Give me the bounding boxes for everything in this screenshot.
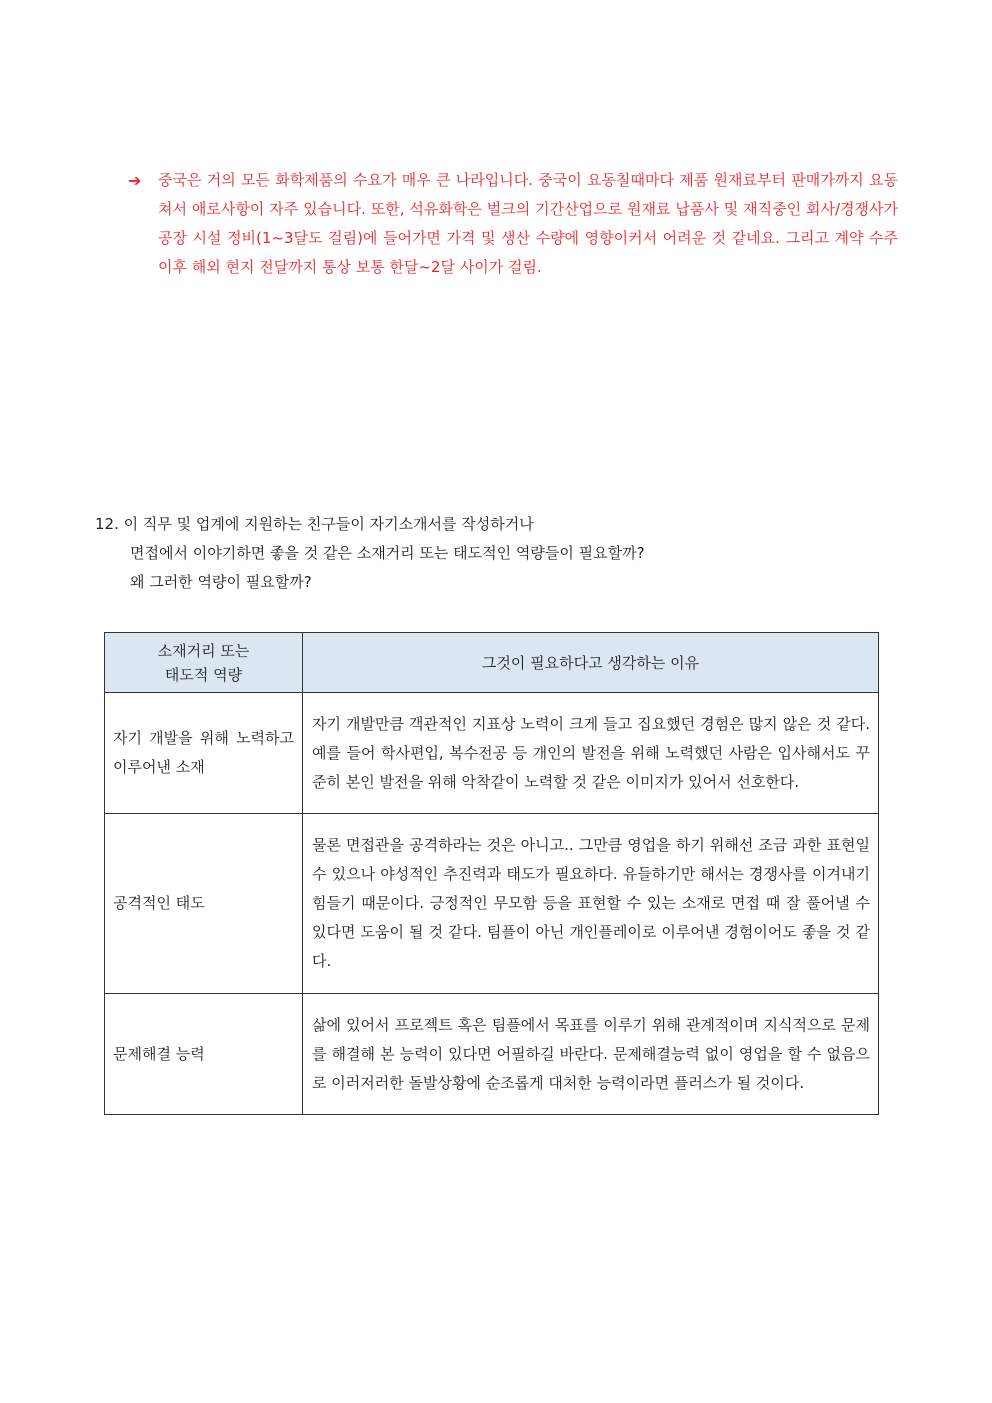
competency-label: 자기 개발을 위해 노력하고 이루어낸 소재 (105, 693, 303, 814)
competency-table (104, 632, 879, 1115)
header-competency-line-1: 소재거리 또는 (157, 641, 250, 660)
competency-label: 공격적인 태도 (105, 814, 303, 994)
table-row (105, 693, 879, 814)
question-line-2: 면접에서 이야기하면 좋을 것 같은 소재거리 또는 태도적인 역량들이 필요할까? (130, 544, 645, 562)
question-line-3: 왜 그러한 역량이 필요할까? (130, 573, 312, 591)
question-block (95, 510, 875, 597)
arrow-right-icon: ➔ (128, 171, 142, 190)
competency-reason: 자기 개발만큼 객관적인 지표상 노력이 크게 들고 집요했던 경험은 많지 않은 것 같다. 예를 들어 학사편입, 복수전공 등 개인의 발전을 위해 노력했던 사람은 입사해서도 꾸준히 본인 발전을 위해 악착같이 노력할 것 같은 이미지가 있어서 선호한다. (303, 693, 879, 814)
competency-label: 문제해결 능력 (105, 994, 303, 1115)
competency-reason: 물론 면접관을 공격하라는 것은 아니고.. 그만큼 영업을 하기 위해선 조금 과한 표현일 수 있으나 야성적인 추진력과 태도가 필요하다. 유들하기만 해서는 경쟁사를 이겨내기 힘들기 때문이다. 긍정적인 무모함 등을 표현할 수 있는 소재로 면접 때 잘 풀어낼 수 있다면 도움이 될 것 같다. 팀플이 아닌 개인플레이로 이루어낸 경험이어도 좋을 것 같다. (303, 814, 879, 994)
answer-block (128, 166, 898, 282)
header-competency-line-2: 태도적 역량 (164, 665, 243, 684)
question-line-1: 12. 이 직무 및 업계에 지원하는 친구들이 자기소개서를 작성하거나 (95, 515, 534, 533)
table-header-row (105, 633, 879, 693)
table-row (105, 994, 879, 1115)
competency-reason: 삶에 있어서 프로젝트 혹은 팀플에서 목표를 이루기 위해 관계적이며 지식적으로 문제를 해결해 본 능력이 있다면 어필하길 바란다. 문제해결능력 없이 영업을 할 수 없음으로 이러저러한 돌발상황에 순조롭게 대처한 능력이라면 플러스가 될 것이다. (303, 994, 879, 1115)
header-competency (105, 633, 303, 693)
header-reason: 그것이 필요하다고 생각하는 이유 (303, 633, 879, 693)
answer-text: 중국은 거의 모든 화학제품의 수요가 매우 큰 나라입니다. 중국이 요동칠때마다 제품 원재료부터 판매가까지 요동쳐서 애로사항이 자주 있습니다. 또한, 석유화학은 벌크의 기간산업으로 원재료 납품사 및 재직중인 회사/경쟁사가 공장 시설 정비(1~3달도 걸림)에 들어가면 가격 및 생산 수량에 영향이커서 어려운 것 같네요. 그리고 계약 수주 이후 해외 현지 전달까지 통상 보통 한달~2달 사이가 걸림. (158, 171, 898, 276)
table-row (105, 814, 879, 994)
